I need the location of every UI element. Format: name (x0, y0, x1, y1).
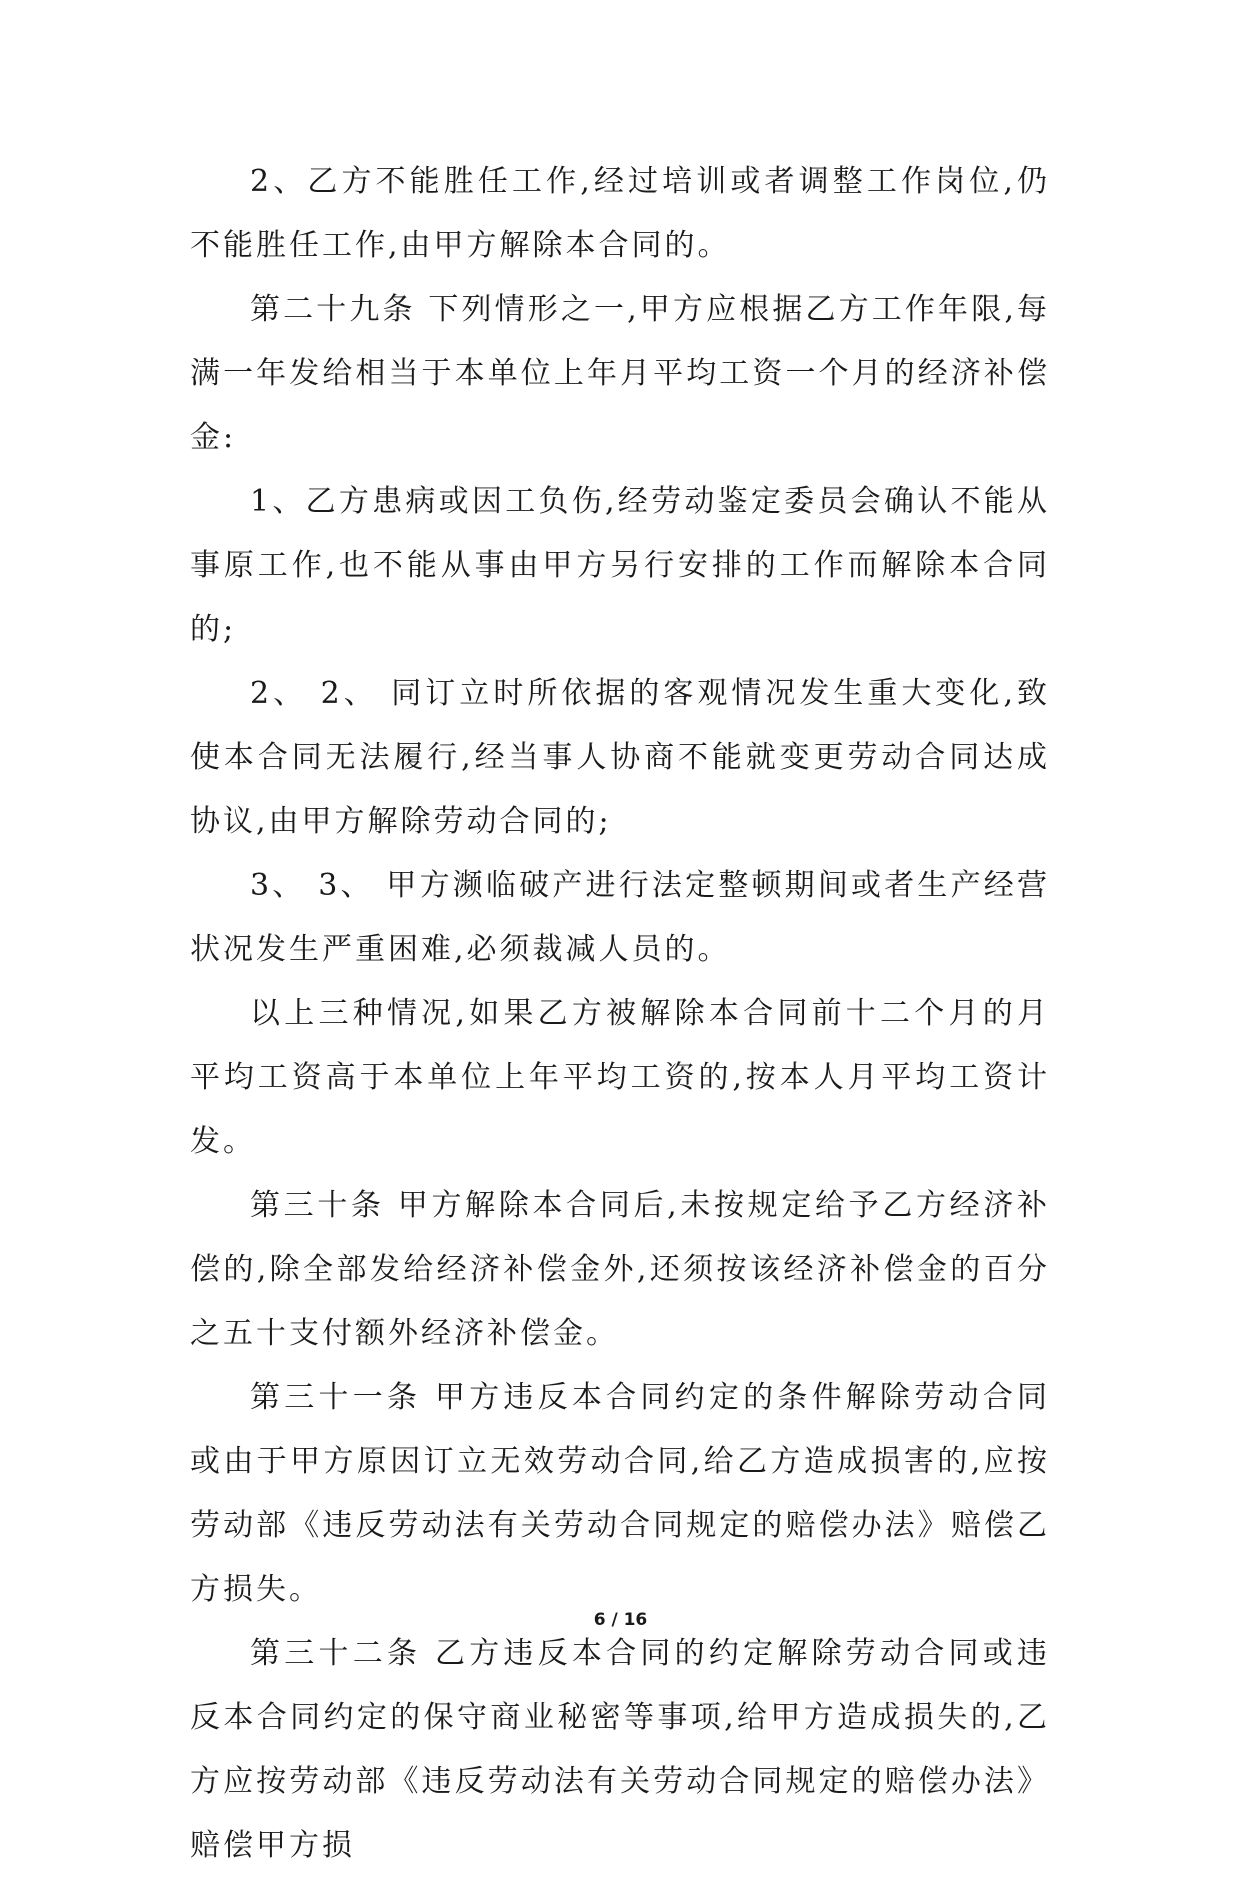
paragraph-article-29-item-3: 3、 3、 甲方濒临破产进行法定整顿期间或者生产经营状况发生严重困难,必须裁减人员的。 (190, 868, 1050, 967)
paragraph-article-29-item-2: 2、 2、 同订立时所依据的客观情况发生重大变化,致使本合同无法履行,经当事人协商不能就变更劳动合同达成协议,由甲方解除劳动合同的; (190, 676, 1050, 839)
paragraph-article-32: 第三十二条 乙方违反本合同的约定解除劳动合同或违反本合同约定的保守商业秘密等事项,给甲方造成损失的,乙方应按劳动部《违反劳动法有关劳动合同规定的赔偿办法》赔偿甲方损 (190, 1636, 1050, 1863)
paragraph-article-29-note: 以上三种情况,如果乙方被解除本合同前十二个月的月平均工资高于本单位上年平均工资的,按本人月平均工资计发。 (190, 996, 1050, 1159)
paragraph-article-29: 第二十九条 下列情形之一,甲方应根据乙方工作年限,每满一年发给相当于本单位上年月平均工资一个月的经济补偿金: (190, 292, 1050, 455)
paragraph-article-29-item-1: 1、乙方患病或因工负伤,经劳动鉴定委员会确认不能从事原工作,也不能从事由甲方另行安排的工作而解除本合同的; (190, 484, 1050, 647)
paragraph-article-30: 第三十条 甲方解除本合同后,未按规定给予乙方经济补偿的,除全部发给经济补偿金外,还须按该经济补偿金的百分之五十支付额外经济补偿金。 (190, 1188, 1050, 1351)
paragraph-clause-28-item-2: 2、乙方不能胜任工作,经过培训或者调整工作岗位,仍不能胜任工作,由甲方解除本合同的。 (190, 164, 1050, 263)
page-number: 6 / 16 (593, 1610, 648, 1630)
paragraph-article-31: 第三十一条 甲方违反本合同约定的条件解除劳动合同或由于甲方原因订立无效劳动合同,给乙方造成损害的,应按劳动部《违反劳动法有关劳动合同规定的赔偿办法》赔偿乙方损失。 (190, 1380, 1050, 1607)
